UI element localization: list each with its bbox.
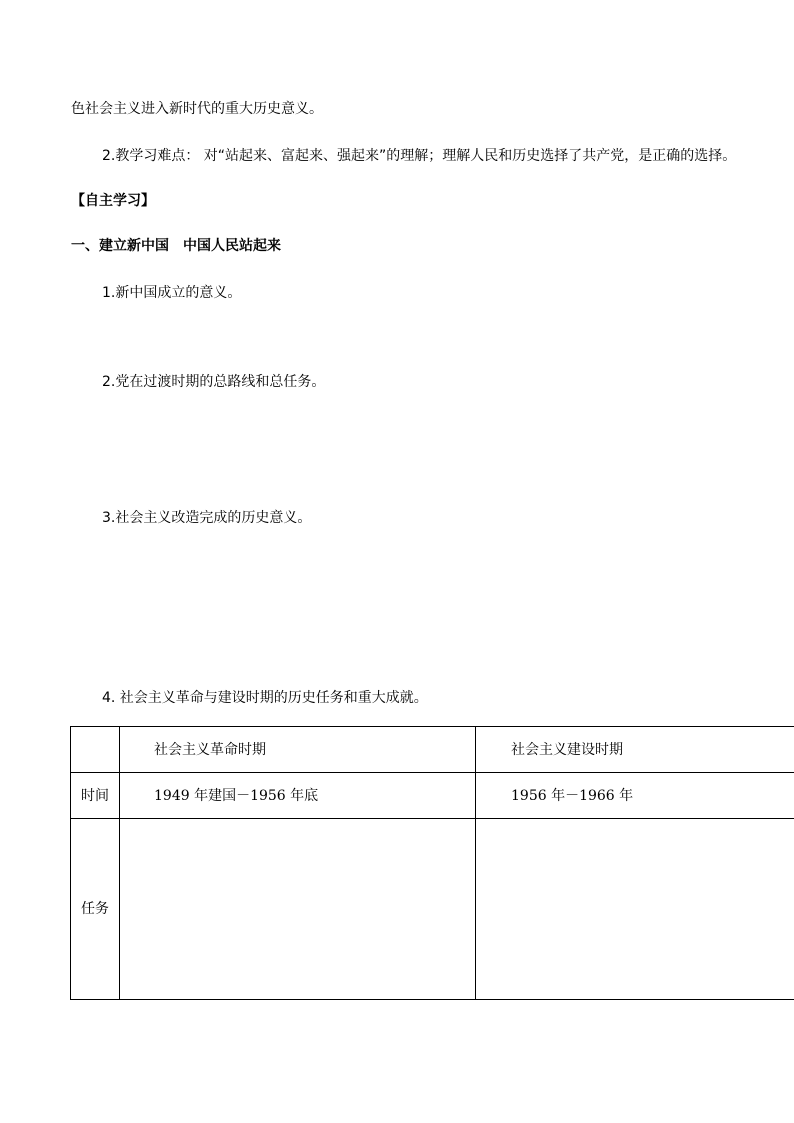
- table-cell-revolution-time: 1949 年建国－1956 年底: [120, 773, 476, 819]
- paragraph-teaching-difficulty: 2.教学习难点： 对“站起来、富起来、强起来”的理解；理解人民和历史选择了共产党，是正确的选择。: [102, 148, 737, 164]
- table-cell-construction-task: [476, 819, 794, 1000]
- question-4: 4. 社会主义革命与建设时期的历史任务和重大成就。: [102, 690, 428, 706]
- table-header-construction-period: 社会主义建设时期: [476, 727, 794, 773]
- question-3: 3.社会主义改造完成的历史意义。: [102, 510, 312, 526]
- question-1: 1.新中国成立的意义。: [102, 285, 242, 301]
- table-header-blank-cell: [71, 727, 120, 773]
- history-period-table: [70, 726, 794, 1000]
- table-row-task: [71, 819, 794, 1000]
- section-heading-new-china: 一、建立新中国 中国人民站起来: [71, 238, 281, 254]
- section-heading-self-study: 【自主学习】: [71, 193, 155, 209]
- table-header-row: [71, 727, 794, 773]
- table-row-time: [71, 773, 794, 819]
- table-cell-construction-time: 1956 年－1966 年: [476, 773, 794, 819]
- table-header-revolution-period: 社会主义革命时期: [120, 727, 476, 773]
- table-cell-revolution-task: [120, 819, 476, 1000]
- table-row-label-task: 任务: [71, 819, 120, 1000]
- table-row-label-time: 时间: [71, 773, 120, 819]
- question-2: 2.党在过渡时期的总路线和总任务。: [102, 374, 326, 390]
- paragraph-intro-continuation: 色社会主义进入新时代的重大历史意义。: [71, 101, 323, 117]
